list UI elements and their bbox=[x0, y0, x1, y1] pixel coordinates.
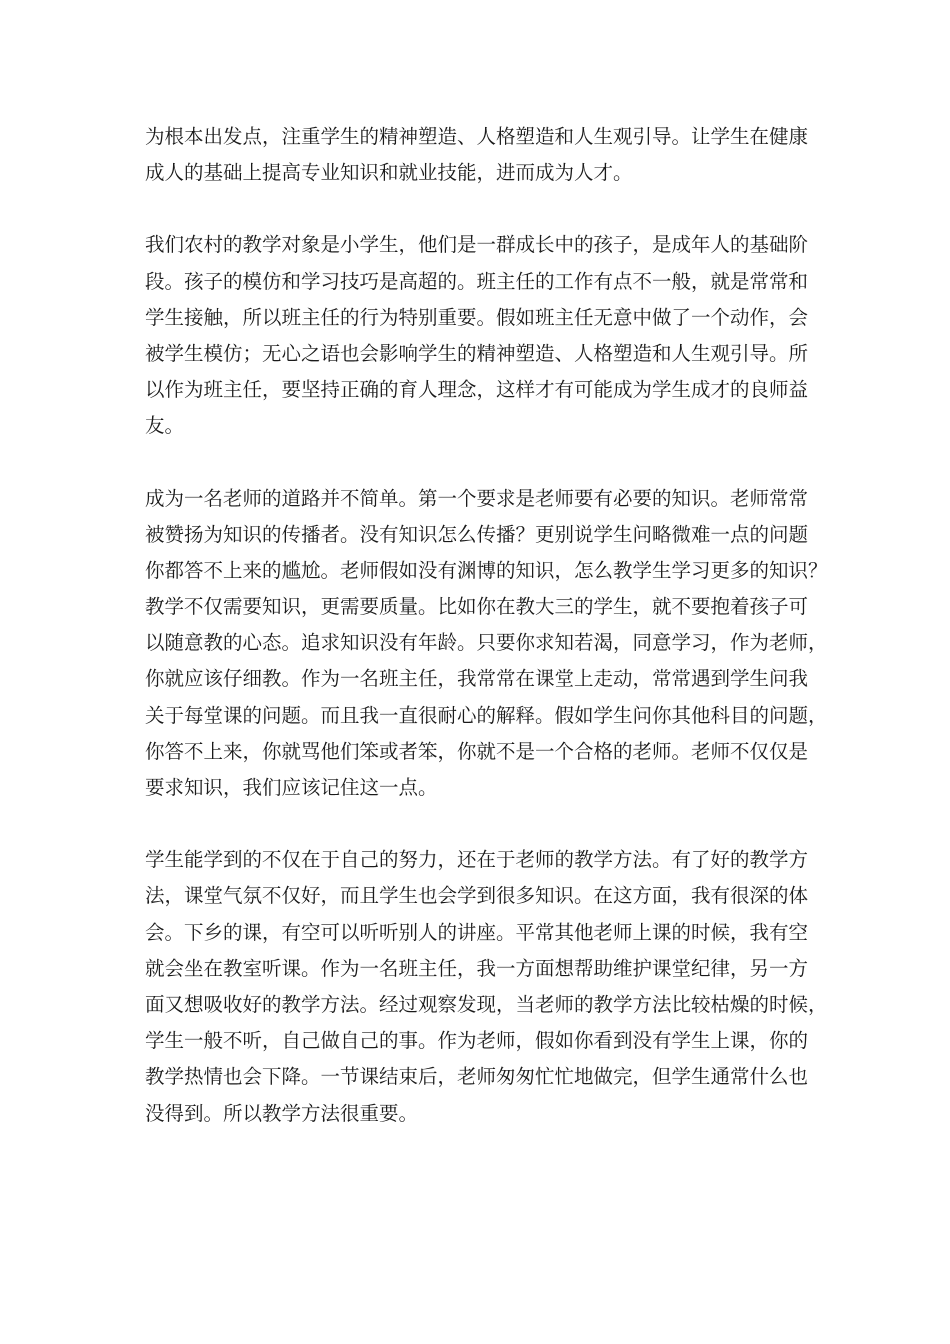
text-line: 你答不上来，你就骂他们笨或者笨，你就不是一个合格的老师。老师不仅仅是 bbox=[145, 739, 809, 763]
text-line: 友。 bbox=[145, 414, 185, 438]
text-line: 为根本出发点，注重学生的精神塑造、人格塑造和人生观引导。让学生在健康 bbox=[145, 125, 809, 148]
text-line: 成人的基础上提高专业知识和就业技能，进而成为人才。 bbox=[145, 161, 633, 185]
text-line: 关于每堂课的问题。而且我一直很耐心的解释。假如学生问你其他科目的问题， bbox=[145, 703, 828, 727]
text-line: 面又想吸收好的教学方法。经过观察发现，当老师的教学方法比较枯燥的时候， bbox=[145, 992, 828, 1016]
text-line: 要求知识，我们应该记住这一点。 bbox=[145, 776, 438, 799]
text-line: 学生能学到的不仅在于自己的努力，还在于老师的教学方法。有了好的教学方 bbox=[145, 848, 809, 872]
document-body bbox=[145, 119, 828, 1168]
text-line: 我们农村的教学对象是小学生，他们是一群成长中的孩子，是成年人的基础阶 bbox=[145, 233, 809, 257]
paragraph-1 bbox=[145, 119, 807, 191]
text-line: 学生接触，所以班主任的行为特别重要。假如班主任无意中做了一个动作，会 bbox=[145, 305, 809, 329]
text-line: 没得到。所以教学方法很重要。 bbox=[145, 1101, 419, 1125]
paragraph-3 bbox=[145, 481, 828, 807]
text-line: 学生一般不听，自己做自己的事。作为老师，假如你看到没有学生上课，你的 bbox=[145, 1029, 809, 1053]
text-line: 就会坐在教室听课。作为一名班主任，我一方面想帮助维护课堂纪律，另一方 bbox=[145, 956, 809, 980]
text-line: 以随意教的心态。追求知识没有年龄。只要你求知若渴，同意学习，作为老师， bbox=[145, 631, 828, 655]
text-line: 被赞扬为知识的传播者。没有知识怎么传播？更别说学生问略微难一点的问题 bbox=[145, 522, 809, 546]
text-line: 法，课堂气氛不仅好，而且学生也会学到很多知识。在这方面，我有很深的体 bbox=[145, 884, 809, 908]
text-line: 段。孩子的模仿和学习技巧是高超的。班主任的工作有点不一般，就是常常和 bbox=[145, 269, 809, 293]
paragraph-2 bbox=[145, 227, 807, 444]
text-line: 你就应该仔细教。作为一名班主任，我常常在课堂上走动，常常遇到学生问我 bbox=[145, 667, 809, 691]
text-line: 教学热情也会下降。一节课结束后，老师匆匆忙忙地做完，但学生通常什么也 bbox=[145, 1065, 809, 1089]
text-line: 会。下乡的课，有空可以听听别人的讲座。平常其他老师上课的时候，我有空 bbox=[145, 920, 809, 944]
text-line: 被学生模仿；无心之语也会影响学生的精神塑造、人格塑造和人生观引导。所 bbox=[145, 341, 809, 365]
text-line: 教学不仅需要知识，更需要质量。比如你在教大三的学生，就不要抱着孩子可 bbox=[145, 595, 809, 619]
paragraph-4 bbox=[145, 842, 828, 1132]
text-line: 以作为班主任，要坚持正确的育人理念，这样才有可能成为学生成才的良师益 bbox=[145, 378, 809, 402]
text-line: 你都答不上来的尴尬。老师假如没有渊博的知识，怎么教学生学习更多的知识？ bbox=[145, 558, 828, 582]
text-line: 成为一名老师的道路并不简单。第一个要求是老师要有必要的知识。老师常常 bbox=[145, 486, 809, 510]
